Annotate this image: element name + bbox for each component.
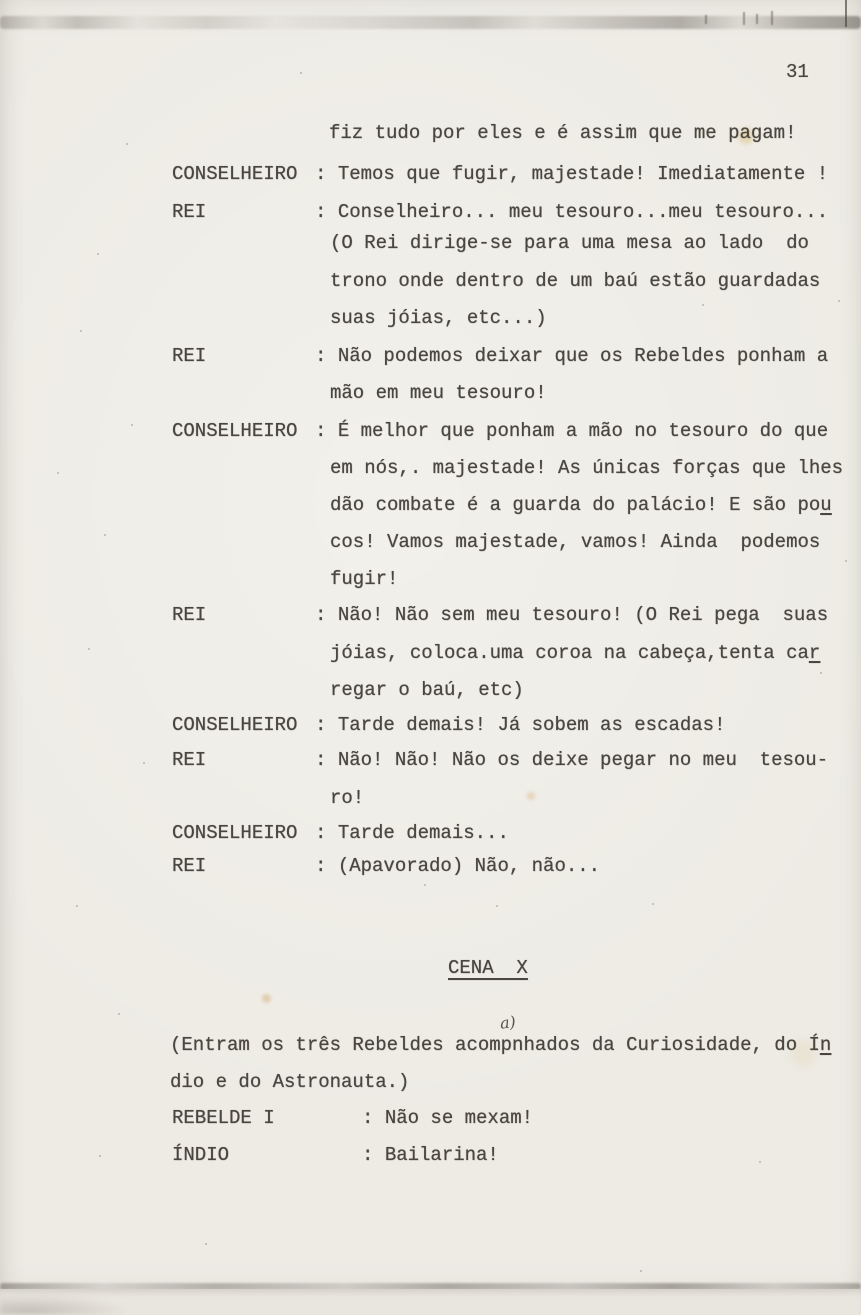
dust-speck bbox=[104, 534, 106, 536]
script-line: fiz tudo por eles e é assim que me pagam! bbox=[329, 122, 797, 144]
script-line bbox=[172, 200, 828, 224]
script-line bbox=[172, 162, 828, 186]
speaker-name: REI bbox=[172, 749, 207, 771]
colon-separator: : bbox=[315, 201, 338, 223]
speaker-name: CONSELHEIRO bbox=[172, 714, 298, 736]
speaker-name: REI bbox=[172, 201, 207, 223]
script-line: (O Rei dirige-se para uma mesa ao lado do bbox=[330, 232, 809, 254]
script-line bbox=[172, 748, 828, 772]
dust-speck bbox=[80, 330, 82, 332]
dialogue-text: É melhor que ponham a mão no tesouro do que bbox=[337, 420, 829, 442]
dialogue-text: Conselheiro... meu tesouro...meu tesouro... bbox=[337, 201, 829, 223]
dust-speck bbox=[88, 648, 90, 650]
dialogue-text: Tarde demais! Já sobem as escadas! bbox=[337, 714, 726, 736]
paper-stain bbox=[527, 792, 535, 800]
dust-speck bbox=[496, 905, 498, 907]
colon-separator: : bbox=[315, 714, 338, 736]
scan-mark bbox=[705, 15, 707, 24]
dust-speck bbox=[76, 905, 78, 907]
script-line bbox=[172, 713, 725, 737]
speaker-name: ÍNDIO bbox=[172, 1144, 230, 1166]
dust-speck bbox=[57, 472, 59, 474]
script-line: trono onde dentro de um baú estão guardadas bbox=[330, 270, 821, 292]
page-number: 31 bbox=[786, 61, 809, 83]
colon-separator: : bbox=[315, 420, 338, 442]
page-bottom-band bbox=[0, 1289, 861, 1315]
script-line bbox=[172, 821, 509, 845]
dust-speck bbox=[838, 300, 840, 302]
script-line bbox=[172, 603, 828, 627]
dust-speck bbox=[97, 253, 99, 255]
dialogue-text: Não se mexam! bbox=[384, 1107, 534, 1129]
speaker-name: REI bbox=[172, 345, 207, 367]
script-line: (Entram os três Rebeldes acompnhados da Curiosidade, do Ín a) bbox=[170, 1012, 832, 1056]
dust-speck bbox=[205, 1243, 207, 1245]
script-line bbox=[172, 344, 828, 368]
script-line bbox=[172, 1143, 499, 1167]
colon-separator: : bbox=[315, 345, 338, 367]
dust-speck bbox=[126, 143, 128, 145]
dialogue-text: (Apavorado) Não, não... bbox=[337, 855, 601, 877]
dialogue-text: Temos que fugir, majestade! Imediatamente ! bbox=[337, 163, 829, 185]
dust-speck bbox=[845, 560, 847, 562]
dust-speck bbox=[820, 672, 822, 674]
colon-separator: : bbox=[315, 855, 338, 877]
script-line: em nós,. majestade! As únicas forças que lhes bbox=[330, 457, 844, 479]
speaker-name: REI bbox=[172, 604, 207, 626]
speaker-name: REBELDE I bbox=[172, 1107, 275, 1129]
scan-mark bbox=[743, 12, 745, 25]
colon-separator: : bbox=[315, 604, 338, 626]
scan-mark bbox=[771, 11, 773, 25]
dust-speck bbox=[640, 1270, 642, 1272]
colon-separator: : bbox=[362, 1144, 385, 1166]
script-line: fugir! bbox=[330, 568, 399, 590]
script-line: ro! bbox=[330, 787, 365, 809]
speaker-name: CONSELHEIRO bbox=[172, 822, 298, 844]
script-line: suas jóias, etc...) bbox=[330, 307, 547, 329]
dust-speck bbox=[99, 1155, 101, 1157]
dust-speck bbox=[652, 903, 654, 905]
colon-separator: : bbox=[315, 163, 338, 185]
scan-smudge-top-edge bbox=[0, 16, 861, 29]
dialogue-text: Tarde demais... bbox=[337, 822, 509, 844]
script-line bbox=[172, 854, 600, 878]
speaker-name: REI bbox=[172, 855, 207, 877]
scene-heading: CENA X bbox=[448, 957, 528, 979]
script-line bbox=[172, 1106, 533, 1130]
script-line: jóias, coloca.uma coroa na cabeça,tenta car bbox=[330, 642, 821, 664]
scan-smudge-bottom-edge bbox=[0, 1283, 861, 1290]
script-line: cos! Vamos majestade, vamos! Ainda podemos bbox=[330, 531, 821, 553]
script-line: mão em meu tesouro! bbox=[330, 382, 547, 404]
dust-speck bbox=[131, 424, 133, 426]
colon-separator: : bbox=[315, 749, 338, 771]
dust-speck bbox=[143, 762, 145, 764]
handwritten-correction: a) bbox=[498, 1012, 517, 1033]
dust-speck bbox=[702, 304, 704, 306]
script-line: dão combate é a guarda do palácio! E são pou bbox=[330, 494, 832, 516]
colon-separator: : bbox=[315, 822, 338, 844]
scan-mark bbox=[756, 14, 758, 24]
paper-stain bbox=[262, 994, 271, 1003]
dust-speck bbox=[759, 1161, 761, 1163]
dialogue-text: Não! Não! Não os deixe pegar no meu tesou- bbox=[337, 749, 829, 771]
speaker-name: CONSELHEIRO bbox=[172, 163, 298, 185]
dust-speck bbox=[424, 884, 426, 886]
dialogue-text: Não! Não sem meu tesouro! (O Rei pega suas bbox=[337, 604, 829, 626]
script-line: regar o baú, etc) bbox=[330, 679, 524, 701]
colon-separator: : bbox=[362, 1107, 385, 1129]
dialogue-text: Bailarina! bbox=[384, 1144, 499, 1166]
speaker-name: CONSELHEIRO bbox=[172, 420, 298, 442]
scan-corner-shadow bbox=[0, 1294, 130, 1315]
scan-page-corner-line bbox=[845, 0, 847, 27]
dialogue-text: Não podemos deixar que os Rebeldes ponham a bbox=[337, 345, 829, 367]
dust-speck bbox=[118, 1013, 120, 1015]
dust-speck bbox=[300, 72, 302, 74]
script-line: dio e do Astronauta.) bbox=[170, 1071, 410, 1093]
script-line bbox=[172, 419, 828, 443]
